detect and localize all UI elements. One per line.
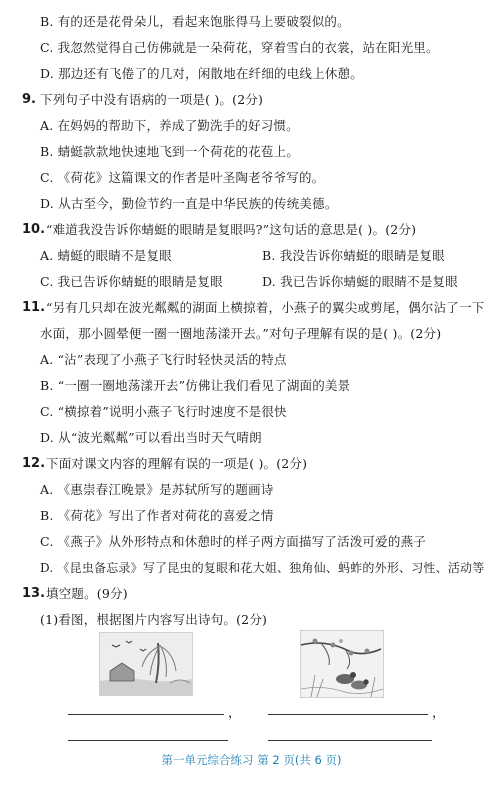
q12-number: 12.	[22, 456, 46, 471]
q11-stem-line1: “另有几只却在波光粼粼的湖面上横掠着，小燕子的翼尖或剪尾，偶尔沾了一下	[46, 300, 485, 315]
q9-stem: 下列句子中没有语病的一项是( )。(2分)	[40, 92, 264, 107]
q11-option-a: A. “沾”表现了小燕子飞行时轻快灵活的特点	[40, 352, 287, 367]
willow-swallows-drawing	[100, 633, 192, 695]
q11-option-b: B. “一圈一圈地荡漾开去”仿佛让我们看见了湖面的美景	[40, 378, 351, 393]
q9-option-c: C. 《荷花》这篇课文的作者是叶圣陶老爷爷写的。	[40, 170, 325, 185]
answer-blank-2[interactable]	[68, 740, 228, 741]
q12-option-c: C. 《燕子》从外形特点和休憩时的样子两方面描写了活泼可爱的燕子	[40, 534, 426, 549]
q10-number: 10.	[22, 222, 46, 237]
poem-illustration-willow-swallows	[99, 632, 193, 696]
q10-option-a: A. 蜻蜓的眼睛不是复眼	[40, 248, 172, 263]
q12-option-d: D. 《昆虫备忘录》写了昆虫的复眼和花大姐、独角仙、蚂蚱的外形、习性、活动等	[40, 561, 485, 575]
q10-option-d: D. 我已告诉你蜻蜓的眼睛不是复眼	[262, 274, 458, 289]
blossom-ducks-drawing	[301, 631, 383, 697]
q12-option-a: A. 《惠崇春江晚景》是苏轼所写的题画诗	[40, 482, 274, 497]
q9-option-b: B. 蜻蜓款款地快速地飞到一个荷花的花苞上。	[40, 144, 300, 159]
q12-option-b: B. 《荷花》写出了作者对荷花的喜爱之情	[40, 508, 274, 523]
q12-stem: 下面对课文内容的理解有误的一项是( )。(2分)	[46, 456, 308, 471]
answer-blank-4[interactable]	[268, 740, 432, 741]
poem-illustration-blossom-ducks	[300, 630, 384, 698]
q9-option-a: A. 在妈妈的帮助下，养成了勤洗手的好习惯。	[40, 118, 299, 133]
answer-comma-2: ，	[432, 706, 446, 721]
page-footer: 第一单元综合练习 第 2 页(共 6 页)	[161, 753, 342, 767]
q11-option-c: C. “横掠着”说明小燕子飞行时速度不是很快	[40, 404, 287, 419]
q10-stem: “难道我没告诉你蜻蜓的眼睛是复眼吗?”这句话的意思是( )。(2分)	[46, 222, 417, 237]
q8-option-b: B. 有的还是花骨朵儿，看起来饱胀得马上要破裂似的。	[40, 14, 350, 29]
q10-option-b: B. 我没告诉你蜻蜓的眼睛是复眼	[262, 248, 445, 263]
q11-number: 11.	[22, 300, 46, 315]
q13-number: 13.	[22, 586, 46, 601]
q9-number: 9.	[22, 92, 36, 107]
q10-option-c: C. 我已告诉你蜻蜓的眼睛是复眼	[40, 274, 223, 289]
answer-comma-1: ，	[228, 706, 242, 721]
q13-sub1: (1)看图，根据图片内容写出诗句。(2分)	[40, 612, 268, 627]
q9-option-d: D. 从古至今，勤俭节约一直是中华民族的传统美德。	[40, 196, 338, 211]
q11-stem-line2: 水面，那小圆晕便一圈一圈地荡漾开去。”对句子理解有误的是( )。(2分)	[40, 326, 442, 341]
answer-blank-3[interactable]	[268, 714, 428, 715]
q8-option-c: C. 我忽然觉得自己仿佛就是一朵荷花，穿着雪白的衣裳，站在阳光里。	[40, 40, 439, 55]
q11-option-d: D. 从“波光粼粼”可以看出当时天气晴朗	[40, 430, 262, 445]
q8-option-d: D. 那边还有飞倦了的几对，闲散地在纤细的电线上休憩。	[40, 66, 363, 81]
answer-blank-1[interactable]	[68, 714, 224, 715]
q13-stem: 填空题。(9分)	[46, 586, 128, 601]
